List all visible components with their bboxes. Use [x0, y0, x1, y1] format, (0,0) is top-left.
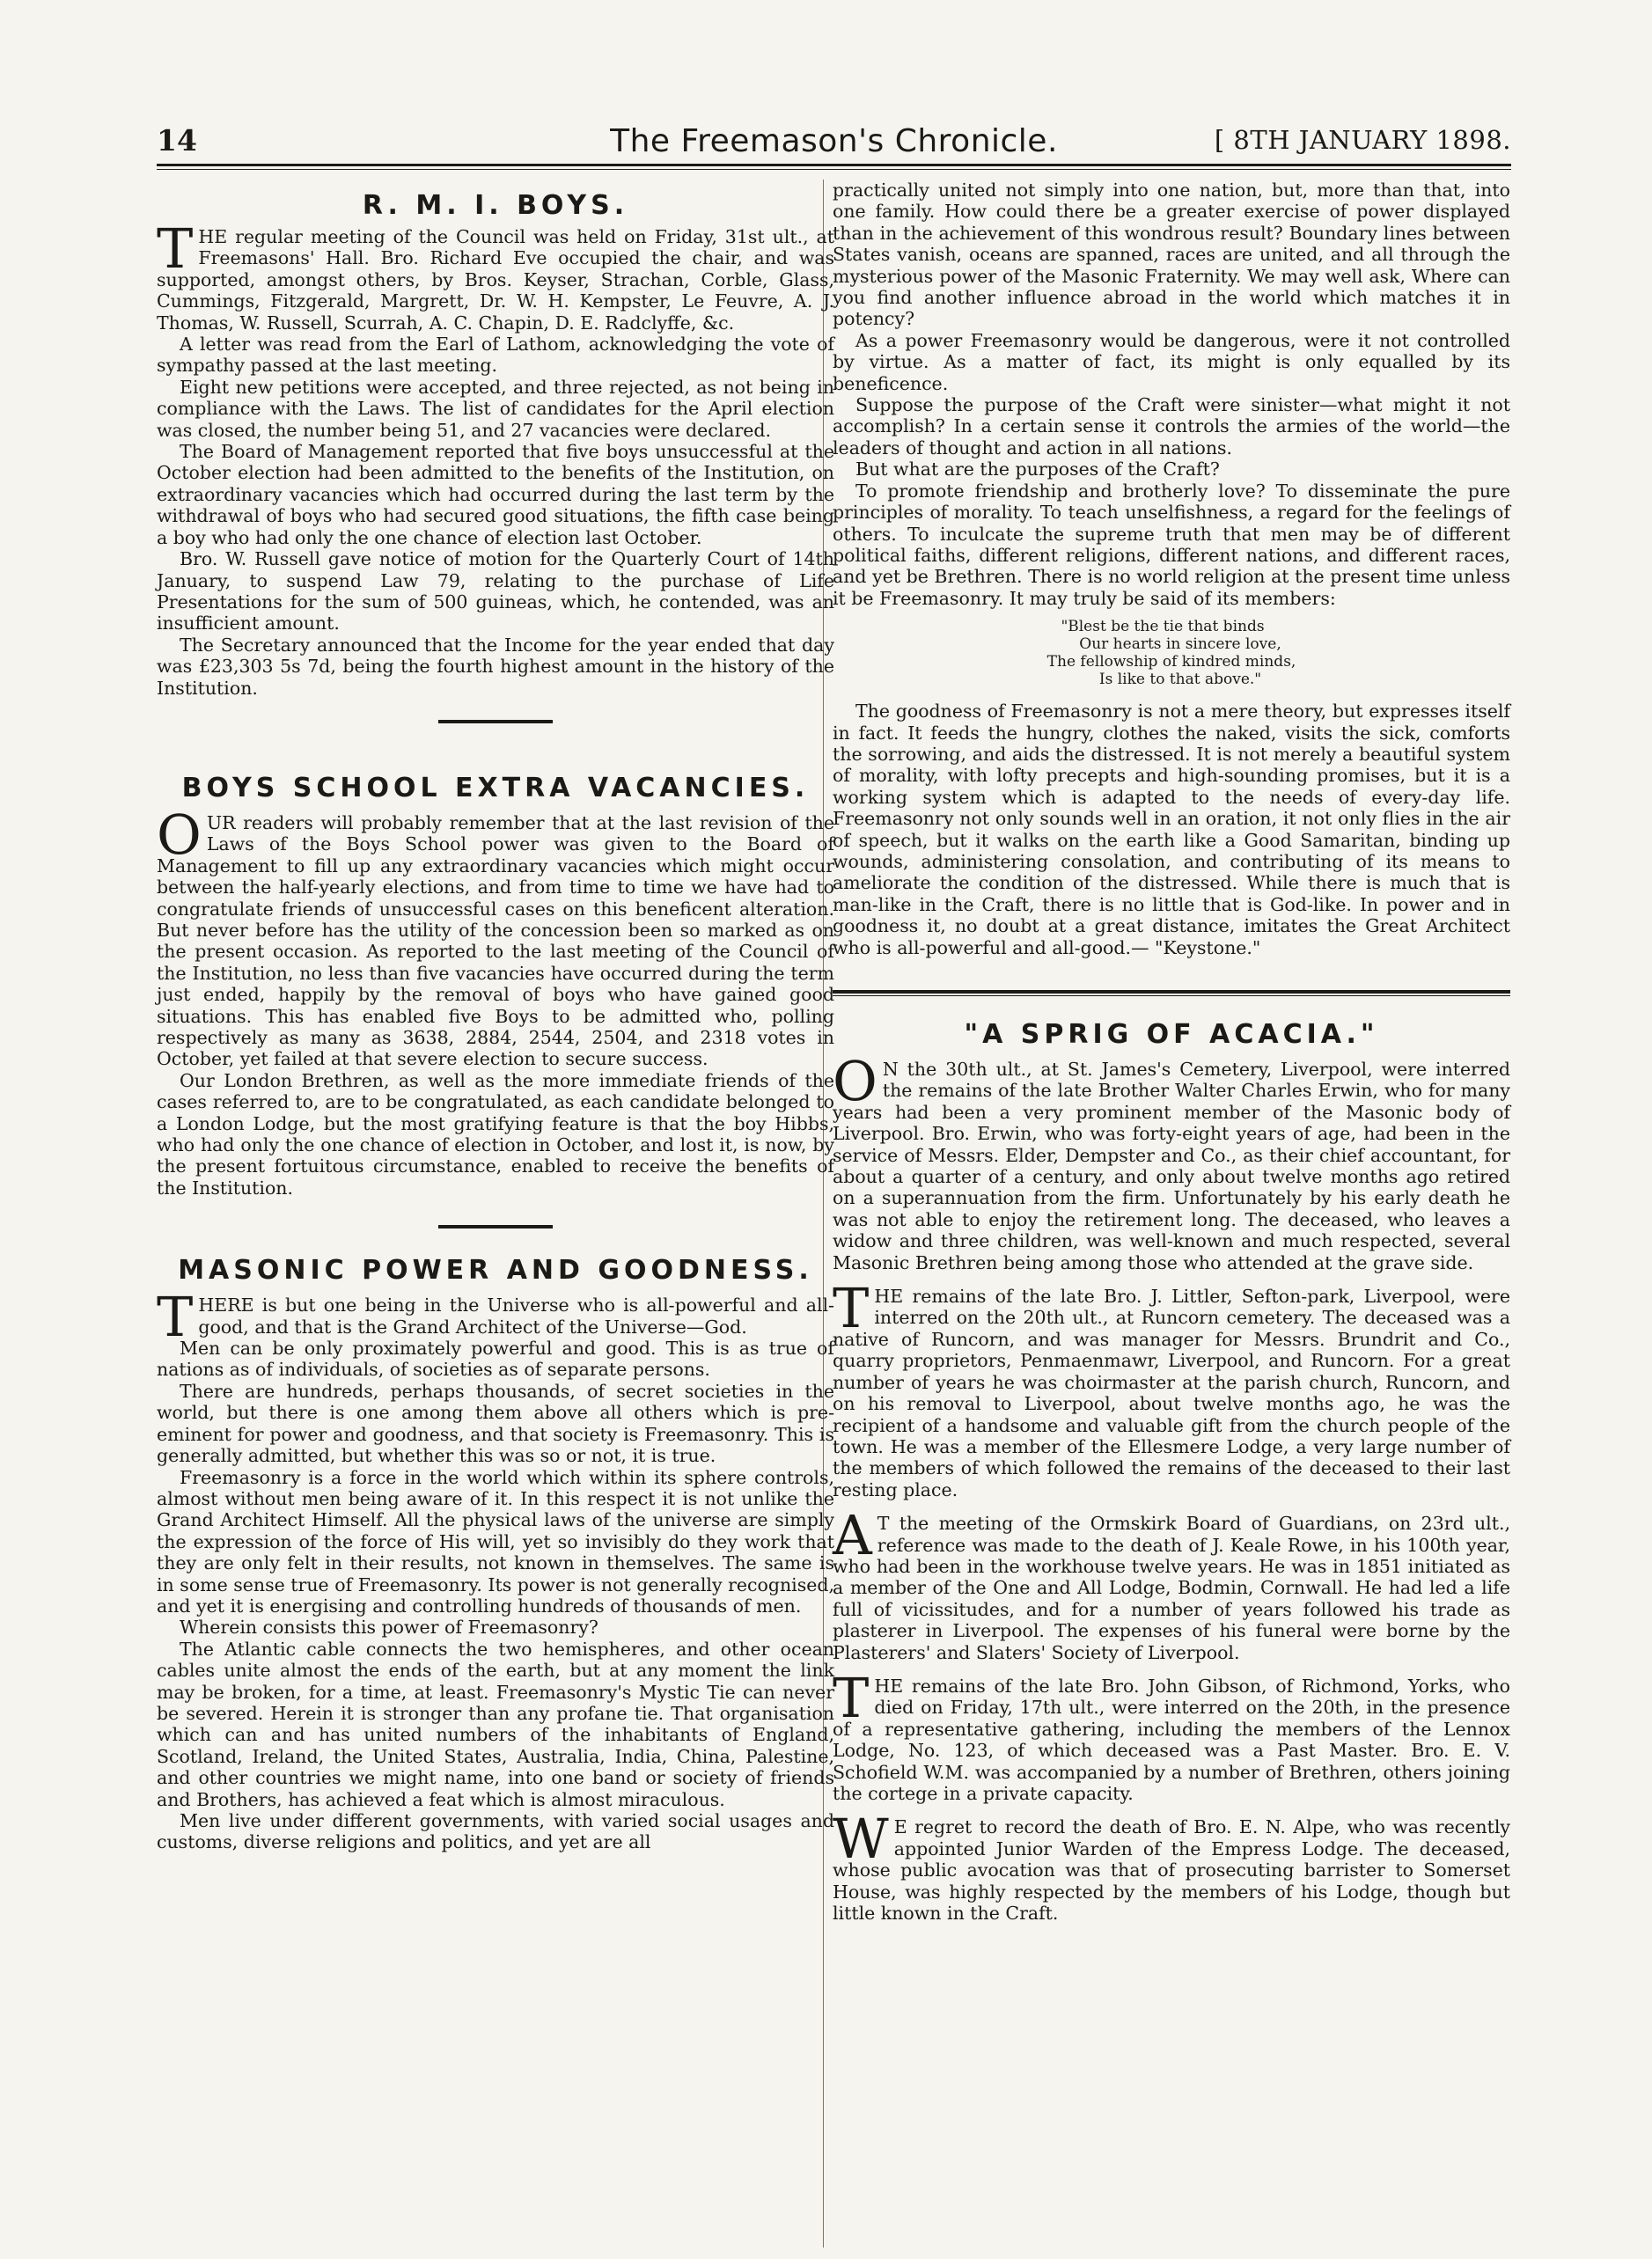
article-paragraph — [157, 1285, 834, 1350]
verse-line: "Blest be the tie that binds — [1061, 618, 1265, 636]
obituary-paragraph — [833, 1276, 1510, 1500]
article-paragraph: Men can be only proximately powerful and good. This is as true of nations as of individuals, of societies as of separate persons. — [157, 1338, 834, 1381]
paragraph-text: E regret to record the death of Bro. E. N. Alpe, who was recently appointed Junior Warden of the Empress Lodge. The deceased, whose public avocation was that of prosecuting barrister to Somerset House, was highly respected by the members of his Lodge, though but little known in the Craft. — [833, 1816, 1510, 1925]
verse-line: The fellowship of kindred minds, — [1046, 653, 1296, 671]
article-rmi-boys — [157, 190, 834, 699]
verse-line: Is like to that above." — [1098, 671, 1262, 689]
article-paragraph: Bro. W. Russell gave notice of motion for the Quarterly Court of 14th January, to suspend Law 79, relating to the purchase of Life Presentations for the sum of 500 guineas, which, he contended, was an insufficient amount. — [157, 548, 834, 634]
section-rule — [833, 990, 1510, 996]
article-paragraph: Our London Brethren, as well as the more immediate friends of the cases referred to, are to be congratulated, as each candidate belonged to a London Lodge, but the most gratifying feature is that the boy Hibbs, who had only the one chance of election in October, and lost it, is now, by the present fortuitous circumstance, enabled to receive the benefits of the Institution. — [157, 1069, 834, 1199]
article-paragraph: There are hundreds, perhaps thousands, of secret societies in the world, but there is one among them above all others which is pre-eminent for power and goodness, and that society is Freemasonry. This is generally admitted, but whether this was so or not, it is true. — [157, 1380, 834, 1467]
paragraph-text: HERE is but one being in the Universe who is all-powerful and all-good, and that is the Grand Architect of the Universe—God. — [198, 1295, 834, 1338]
article-paragraph: Eight new petitions were accepted, and three rejected, as not being in compliance with the Laws. The list of candidates for the April election was closed, the number being 51, and 27 vacancies were declared. — [157, 376, 834, 441]
running-head — [157, 123, 1511, 162]
left-column — [157, 180, 834, 1853]
paragraph-text: HE remains of the late Bro. J. Littler, Sefton-park, Liverpool, were interred on the 20th ult., at Runcorn cemetery. The deceased was a native of Runcorn, and was manager for Messrs. Brundrit and Co., quarry proprietors, Penmaenmawr, Liverpool, and Runcorn. For a great number of years he was choirmaster at the parish church, Runcorn, and on his removal to Liverpool, about twelve months ago, he was the recipient of a handsome and valuable gift from the church people of the town. He was a member of the Ellesmere Lodge, a very large number of the members of which followed the remains of the deceased to their last resting place. — [833, 1286, 1510, 1500]
verse-line: Our hearts in sincere love, — [1079, 635, 1281, 654]
drop-cap: O — [833, 1049, 877, 1113]
drop-cap: O — [157, 802, 202, 867]
article-masonic-power-continued — [833, 180, 1510, 958]
article-paragraph: Suppose the purpose of the Craft were sinister—what might it not accomplish? In a certain sense it controls the armies of the world—the leaders of thought and action in all nations. — [833, 394, 1510, 458]
section-rule — [438, 720, 553, 723]
obituary-paragraph — [833, 1807, 1510, 1925]
article-heading: "A SPRIG OF ACACIA." — [964, 1019, 1379, 1050]
obituary-paragraph — [833, 1503, 1510, 1663]
drop-cap: A — [833, 1503, 872, 1568]
verse-quotation — [833, 618, 1510, 688]
article-heading: R. M. I. BOYS. — [362, 190, 629, 221]
article-masonic-power — [157, 1255, 834, 1853]
article-paragraph: practically united not simply into one nation, but, more than that, into one family. How could there be a greater exercise of power displayed than in the achievement of this wondrous result? Boundary lines between States vanish, oceans are spanned, races are united, and all through the mysterious power of the Masonic Fraternity. We may well ask, Where can you find another influence abroad in the world which matches it in potency? — [833, 180, 1510, 330]
paragraph-text: N the 30th ult., at St. James's Cemetery, Liverpool, were interred the remains of the late Brother Walter Charles Erwin, who for many years had been a very prominent member of the Masonic body of Liverpool. Bro. Erwin, who was forty-eight years of age, had been in the service of Messrs. Elder, Dempster and Co., as their chief accountant, for about a quarter of a century, and only about twelve months ago retired on a superannuation from the firm. Unfortunately by his early death he was not able to enjoy the retirement long. The deceased, who leaves a widow and three children, was well-known and much respected, several Masonic Brethren being among those who attended at the grave side. — [833, 1059, 1510, 1273]
issue-date: [ 8TH JANUARY 1898. — [1214, 125, 1511, 155]
article-paragraph: As a power Freemasonry would be dangerous, were it not controlled by virtue. As a matter of fact, its might is only equalled by its beneficence. — [833, 329, 1510, 394]
drop-cap: T — [157, 216, 194, 281]
right-column — [833, 180, 1510, 1924]
article-boys-school — [157, 773, 834, 1199]
page-number: 14 — [157, 123, 197, 158]
article-paragraph — [157, 802, 834, 1070]
article-paragraph: Freemasonry is a force in the world which within its sphere controls, almost without men being aware of it. In this respect it is not unlike the Grand Architect Himself. All the physical laws of the universe are simply the expression of the force of His will, yet so invisibly do they work that they are only felt in their results, not known in themselves. The same is in some sense true of Freemasonry. Its power is not generally recognised, and yet it is energising and controlling hundreds of thousands of men. — [157, 1466, 834, 1617]
article-paragraph: A letter was read from the Earl of Lathom, acknowledging the vote of sympathy passed at the last meeting. — [157, 334, 834, 377]
article-paragraph: Wherein consists this power of Freemasonry? — [180, 1617, 598, 1639]
article-paragraph — [157, 216, 834, 334]
article-sprig-of-acacia — [833, 1019, 1510, 1924]
section-rule — [438, 1225, 553, 1229]
article-paragraph: Men live under different governments, with varied social usages and customs, diverse religions and politics, and yet are all — [157, 1810, 834, 1853]
article-heading: BOYS SCHOOL EXTRA VACANCIES. — [181, 772, 810, 803]
article-paragraph: The Atlantic cable connects the two hemispheres, and other ocean cables unite almost the ends of the earth, but at any moment the link may be broken, for a time, at least. Freemasonry's Mystic Tie can never be severed. Herein it is stronger than any profane tie. That organisation which can and has united numbers of the inhabitants of England, Scotland, Ireland, the United States, Australia, India, China, Palestine, and other countries we might name, into one band or society of friends and Brothers, has achieved a feat which is almost miraculous. — [157, 1638, 834, 1810]
drop-cap: T — [833, 1665, 870, 1730]
drop-cap: T — [833, 1276, 870, 1341]
obituary-paragraph — [833, 1049, 1510, 1273]
header-rule — [157, 164, 1511, 170]
article-paragraph: The Secretary announced that the Income for the year ended that day was £23,303 5s 7d, being the fourth highest amount in the history of the Institution. — [157, 634, 834, 699]
article-paragraph: The Board of Management reported that five boys unsuccessful at the October election had been admitted to the benefits of the Institution, on extraordinary vacancies which had occurred during the last term by the withdrawal of boys who had secured good situations, the fifth case being a boy who had only the one chance of election last October. — [157, 441, 834, 548]
article-heading: MASONIC POWER AND GOODNESS. — [178, 1255, 813, 1287]
paragraph-text: HE remains of the late Bro. John Gibson, of Richmond, Yorks, who died on Friday, 17th ult., were interred on the 20th, in the presence of a representative gathering, including the members of the Lennox Lodge, No. 123, of which deceased was a Past Master. Bro. E. V. Schofield W.M. was accompanied by a number of Brethren, others joining the cortege in a private capacity. — [833, 1675, 1510, 1804]
article-paragraph: But what are the purposes of the Craft? — [855, 458, 1220, 480]
article-paragraph: The goodness of Freemasonry is not a mere theory, but expresses itself in fact. It feeds the hungry, clothes the naked, visits the sick, comforts the sorrowing, and aids the distressed. It is not merely a beautiful system of morality, with lofty precepts and high-sounding promises, but it is a working system which is adapted to the needs of every-day life. Freemasonry not only sounds well in an oration, it not only flies in the air of speech, but it walks on the earth like a Good Samaritan, binding up wounds, administering consolation, and contributing of its means to ameliorate the condition of the distressed. While there is much that is man-like in the Craft, there is no little that is God-like. In power and in goodness it, no doubt at a great distance, imitates the Great Architect who is all-powerful and all-good.— "Keystone." — [833, 700, 1510, 958]
paragraph-text: T the meeting of the Ormskirk Board of Guardians, on 23rd ult., reference was made to the death of J. Keale Rowe, in his 100th year, who had been in the workhouse twelve years. He was in 1851 initiated as a member of the One and All Lodge, Bodmin, Cornwall. He had led a life full of vicissitudes, and for a number of years followed his trade as plasterer in Liverpool. The expenses of his funeral were borne by the Plasterers' and Slaters' Society of Liverpool. — [833, 1513, 1510, 1663]
drop-cap: W — [833, 1807, 889, 1872]
obituary-paragraph — [833, 1665, 1510, 1804]
drop-cap: T — [157, 1285, 194, 1350]
publication-title: The Freemason's Chronicle. — [610, 123, 1058, 159]
paragraph-text: UR readers will probably remember that at the last revision of the Laws of the Boys School power was given to the Board of Management to fill up any extraordinary vacancies which might occur between the half-yearly elections, and from time to time we have had to congratulate friends of unsuccessful cases on this beneficent alteration. But never before has the utility of the concession been so marked as on the present occasion. As reported to the last meeting of the Council of the Institution, no less than five vacancies have occurred during the term just ended, happily by the removal of boys who have gained good situations. This has enabled five Boys to be admitted who, polling respectively as many as 3638, 2884, 2544, 2504, and 2318 votes in October, yet failed at that severe election to secure success. — [157, 811, 834, 1070]
paragraph-text: HE regular meeting of the Council was held on Friday, 31st ult., at Freemasons' Hall. Bro. Richard Eve occupied the chair, and was supported, amongst others, by Bros. Keyser, Strachan, Corble, Glass, Cummings, Fitzgerald, Margrett, Dr. W. H. Kempster, Le Feuvre, A. J. Thomas, W. Russell, Scurrah, A. C. Chapin, D. E. Radclyffe, &c. — [157, 226, 834, 334]
article-paragraph: To promote friendship and brotherly love? To disseminate the pure principles of morality. To teach unselfishness, a regard for the feelings of others. To inculcate the supreme truth that men may be of different political faiths, different religions, different nations, and different races, and yet be Brethren. There is no world religion at the present time unless it be Freemasonry. It may truly be said of its members: — [833, 480, 1510, 609]
